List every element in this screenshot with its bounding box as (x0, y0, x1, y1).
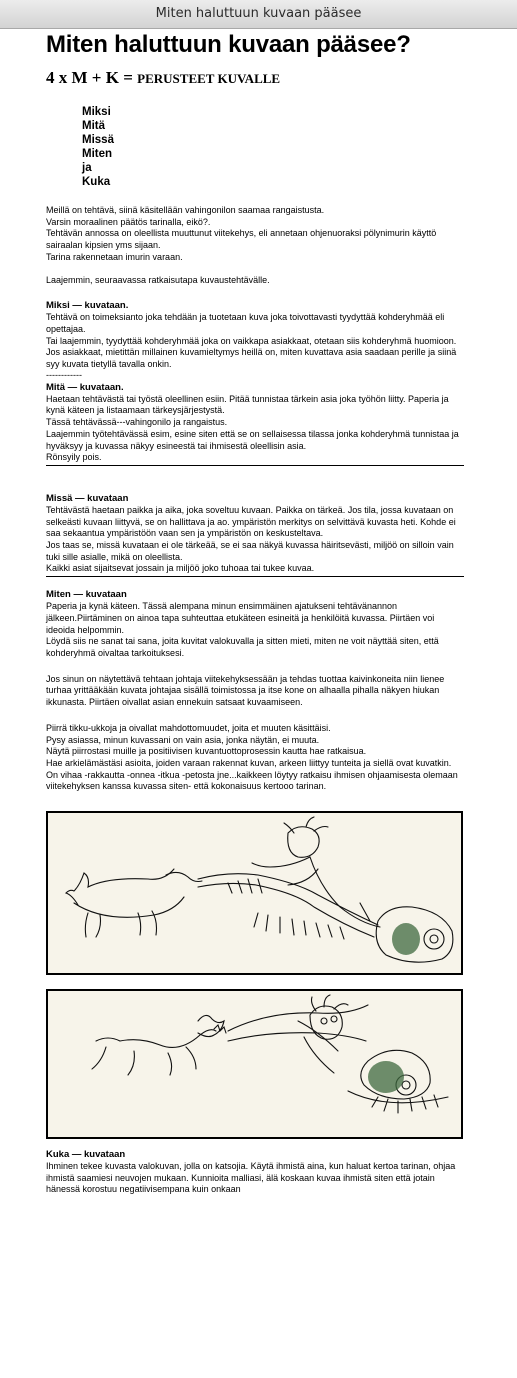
formula-heading (46, 68, 464, 89)
intro-section (46, 205, 464, 286)
question-item: Miksi (82, 106, 111, 118)
section-paragraph: Tai laajemmin, tyydyttää kohderyhmää joka on vaikkapa asiakkaat, otetaan siis kohderyhmä huomioon. Jos asiakkaat, mietittän millainen kuvamieltymys heillä on, miten kuvattava asia saadaan perille ja siinä syy kuvata tietyllä tavalla onkin. (46, 335, 457, 370)
page-title: Miten haluttuun kuvaan pääsee? (46, 31, 411, 58)
section-paragraph: Tehtävästä haetaan paikka ja aika, joka soveltuu kuvaan. Paikka on tärkeä. Jos tila, jossa kuvataan on selkeästi kuvaan liittyvä, se on hallittava ja ao. ympäristön merkitys on selvittävä kuvasta heti. Kohde ei saa sekaantua ympäristöön vaan sen ja ympäristön on keskusteltava. (46, 504, 456, 539)
section-miten (46, 589, 464, 793)
section-title: Missä — kuvataan (46, 492, 129, 504)
sketch-image-2 (46, 989, 463, 1139)
vacuum-dog-sketch-2 (48, 991, 461, 1137)
section-paragraph: Löydä siis ne sanat tai sana, joita kuvitat valokuvalla ja sitten mieti, miten ne voit näyttää siten, että kohderyhmä oivaltaa tarkoituksesi. (46, 636, 439, 658)
section-paragraph: Piirrä tikku-ukkoja ja oivallat mahdottomuudet, joita et muuten käsittäisi. (46, 722, 331, 733)
section-miksi (46, 300, 464, 379)
section-paragraph: Laajemmin työtehtävässä esim, esine siten että se on sellaisessa tilassa jonka kohderyhmä tunnistaa ja hyväksyy ja kuvassa näkyy esineestä tai ihmisestä oleellisin asia. (46, 428, 459, 451)
section-paragraph: Tehtävä on toimeksianto joka tehdään ja tuotetaan kuva joka toivottavasti tyydyttää kohderyhmää eli opettajaa. (46, 312, 445, 334)
section-paragraph: Jos taas se, missä kuvataan ei ole tärkeää, se ei saa näkyä kuvassa häiritsevästi, miljöö on silloin vain tuki sille asialle, mikä on oleellista. (46, 540, 454, 562)
section-title: Mitä — kuvataan. (46, 381, 124, 393)
section-title: Miksi — kuvataan. (46, 300, 129, 312)
section-paragraph: Kaikki asiat sijaitsevat jossain ja miljöö joko tuhoaa tai tukee kuvaa. (46, 563, 315, 574)
section-title: Miten — kuvataan (46, 589, 127, 601)
section-paragraph: Pysy asiassa, minun kuvassani on vain asia, jonka näytän, ei muuta. (46, 734, 320, 745)
section-missa (46, 493, 464, 577)
section-kuka (46, 1149, 464, 1196)
vacuum-dog-sketch-1 (48, 813, 461, 973)
intro-line: Tehtävän annossa on oleellista muuttunut viitekehys, eli annetaan ohjenuoraksi pölynimurin käyttö sairaalan kipsien yms sijaan. (46, 228, 437, 251)
dash-divider: ------------ (46, 369, 82, 380)
section-paragraph: Hae arkielämästäsi asioita, joiden varaan rakennat kuvan, arkeen liittyy tunteita ja siellä ovat kuvatkin. On vihaa -rakkautta -onnea -itkua -petosta jne...kaikkeen löytyy ratkaisu ihmisen ohjaamisesta olemaan viitekehyksen kanssa kuvassa siten- että kokonaisuus kertooo tarinan. (46, 757, 458, 792)
question-item: Missä (82, 134, 114, 146)
section-paragraph: Haetaan tehtävästä tai työstä oleellinen esiin. Pitää tunnistaa tärkein asia joka työhön liitty. Paperia ja kynä käteen ja listaamaan tärkeysjärjestystä. (46, 393, 449, 416)
question-list (82, 105, 464, 189)
formula-text: 4 x M + K = (46, 68, 138, 87)
section-paragraph: Näytä piirrostasi muille ja positiivisen kuvantuottoprosessin kautta hae ratkaisua. (46, 746, 367, 757)
question-item: Miten (82, 148, 113, 160)
intro-line: Meillä on tehtävä, siinä käsitellään vahingonilon saamaa rangaistusta. (46, 205, 325, 215)
article (46, 32, 464, 1196)
section-paragraph: Paperia ja kynä käteen. Tässä alempana minun ensimmäinen ajatukseni tehtävänannon jälkeen.Piirtäminen on ainoa tapa suhteuttaa etukäteen esineitä ja henkilöitä kuvassa. Piirtäen voi ideoida helpommin. (46, 601, 435, 635)
section-mita (46, 382, 464, 466)
formula-suffix: PERUSTEET KUVALLE (137, 71, 281, 86)
window-titlebar (0, 0, 517, 29)
window-title: Miten haluttuun kuvaan pääsee (155, 6, 362, 21)
section-title: Kuka — kuvataan (46, 1149, 126, 1161)
question-item: ja (82, 162, 92, 174)
sketch-image-1 (46, 811, 463, 975)
section-paragraph: Ihminen tekee kuvasta valokuvan, jolla on katsojia. Käytä ihmistä aina, kun haluat kertoa tarinan, ohjaa ihmistä saamiesi neuvojen mukaan. Kunnioita malliasi, älä koskaan kuvaa ihmistä siten että jotain hänessä korostuu negatiivisempana kuin onkaan (46, 1161, 456, 1195)
question-item: Kuka (82, 176, 111, 188)
section-paragraph: Rönsyily pois. (46, 452, 102, 463)
section-paragraph: Tässä tehtävässä---vahingonilo ja rangaistus. (46, 417, 228, 428)
intro-line: Tarina rakennetaan imurin varaan. (46, 251, 183, 262)
question-item: Mitä (82, 120, 105, 132)
intro-line: Varsin moraalinen päätös tarinalla, eikö?. (46, 216, 211, 227)
intro-wider: Laajemmin, seuraavassa ratkaisutapa kuvaustehtävälle. (46, 274, 270, 285)
section-paragraph: Jos sinun on näytettävä tehtaan johtaja viitekehyksessään ja tehdas tuottaa kaivinkoneita niin lienee turhaa yrittääkään kuvata johtajaa sisällä toimistossa ja itse kone on alhaalla pihalla näkyen hiukan ikkunasta. Piirtäen oivallat asian ennekuin satsaat kuvaamiseen. (46, 673, 445, 708)
